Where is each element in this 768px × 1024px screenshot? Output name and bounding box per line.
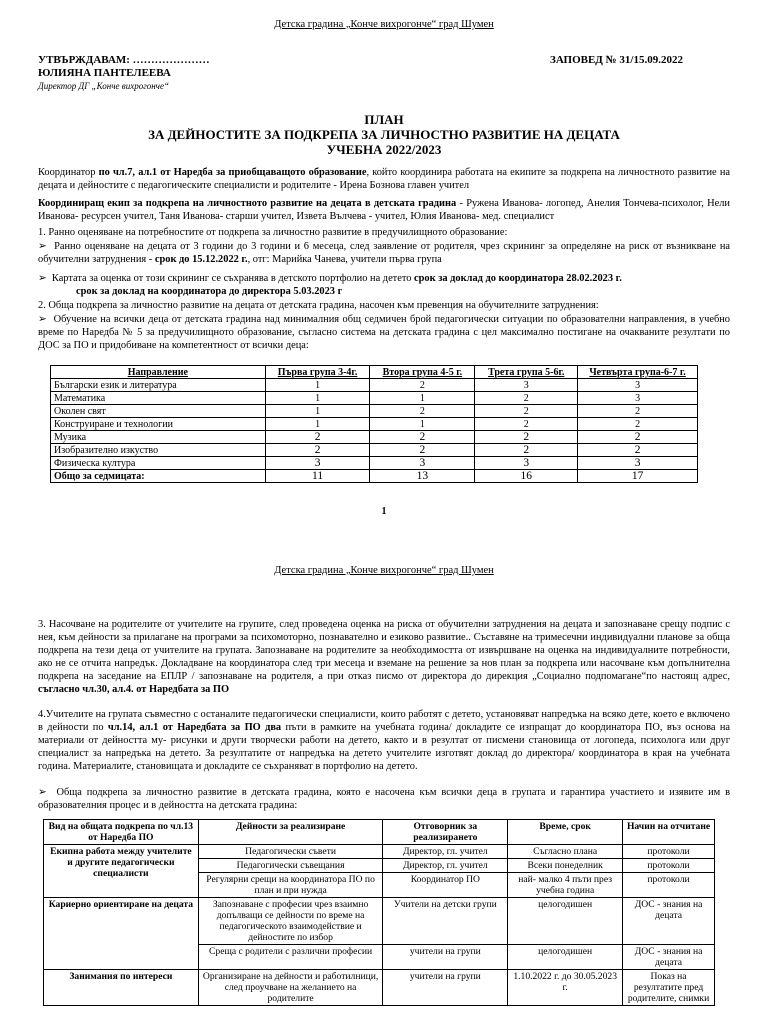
bullet-4-text: Обща подкрепа за личностно развитие в детската градина, която е насочена към всички деца в групата и гарантира участието и изявите им в образователния процес и в дейността на детската градина: (38, 787, 730, 811)
table-row (51, 405, 698, 418)
table-header-cell: Четвърта група-6-7 г. (578, 366, 698, 379)
row-label-cell: Изобразително изкуство (51, 444, 266, 457)
team-text-b: - Ружена Иванова- логопед, Анелия Тончева-психолог, Нели Иванова- ресурсен учител, Таня Иванова- старши учител, Извета Вълчева - учител, Юлия Иванова- мед. специалист (38, 198, 730, 222)
support-type-cell: Екипна работа между учителите и другите педагогически специалисти (44, 845, 199, 898)
value-cell: 1 (370, 418, 475, 431)
approval-block (38, 54, 210, 93)
title-activities: ЗА ДЕЙНОСТИТЕ ЗА ПОДКРЕПА ЗА ЛИЧНОСТНО РАЗВИТИЕ НА ДЕЦАТА (148, 127, 620, 142)
table-row (51, 470, 698, 483)
table-row (51, 392, 698, 405)
row-label-cell: Околен свят (51, 405, 266, 418)
table-cell: Всеки понеделник (508, 859, 623, 873)
coord-text-b: по чл.7, ал.1 от Наредба за приобщаващото образование (98, 167, 367, 178)
value-cell: 1 (370, 392, 475, 405)
row-label-cell: Физическа култура (51, 457, 266, 470)
table-cell: протоколи (623, 859, 715, 873)
item-3 (38, 618, 730, 696)
bullet-arrow-icon: ➢ (38, 241, 55, 252)
page-separator (0, 528, 768, 536)
table-cell: Запознаване с професии чрез взаимно допълващи се дейности по време на педагогическото взаимодействие и дейностите по избор (198, 898, 383, 945)
item-4-text-a: 4.Учителите на групата съвместно с останалите педагогически специалисти, които работят с детето, установяват напредъка на всяко дете, което е включено в дейности по (38, 709, 730, 733)
value-cell: 3 (475, 379, 578, 392)
value-cell: 2 (370, 444, 475, 457)
value-cell: 2 (370, 405, 475, 418)
table-header-row (44, 820, 715, 845)
weekly-situations-table (50, 365, 698, 483)
bullet-3 (38, 313, 730, 352)
team-paragraph (38, 197, 730, 223)
table-header-cell: Време, срок (508, 820, 623, 845)
table-cell: протоколи (623, 845, 715, 859)
item-1: 1. Ранно оценяване на потребностите от подкрепа за личностно развитие в предучилищното образование: (38, 227, 508, 238)
value-cell: 2 (370, 379, 475, 392)
general-support-table (43, 819, 715, 1006)
value-cell: 2 (578, 418, 698, 431)
value-cell: 2 (578, 405, 698, 418)
item-4-reference: чл.14, ал.1 от Наредбата за ПО два (107, 722, 282, 733)
director-title: Директор ДГ „Конче вихрогонче“ (38, 81, 169, 91)
value-cell: 2 (475, 405, 578, 418)
value-cell: 2 (475, 418, 578, 431)
table-cell: Директор, гл. учител (383, 845, 508, 859)
table-header-cell: Направление (51, 366, 266, 379)
table-cell: 1.10.2022 г. до 30.05.2023 г. (508, 970, 623, 1006)
value-cell: 1 (265, 392, 370, 405)
table-cell: протоколи (623, 873, 715, 898)
value-cell: 16 (475, 470, 578, 483)
value-cell: 2 (370, 431, 475, 444)
table-row (44, 898, 715, 945)
value-cell: 3 (475, 457, 578, 470)
value-cell: 2 (265, 444, 370, 457)
value-cell: 13 (370, 470, 475, 483)
bullet-3-text: Обучение на всички деца от детската градина над минималния общ седмичен брой педагогически ситуации по образователни направления, в учебно време по Наредба № 5 за предучилищното образование, съгласно система на детската градина с цел максимално постигане на очакваните резултати по ДОС за ПО и придобиване на компетентност от всички деца: (38, 314, 730, 351)
table-header-cell: Дейности за реализиране (198, 820, 383, 845)
value-cell: 3 (578, 379, 698, 392)
value-cell: 3 (370, 457, 475, 470)
row-label-cell: Музика (51, 431, 266, 444)
value-cell: 1 (265, 379, 370, 392)
table-cell: ДОС - знания на децата (623, 945, 715, 970)
order-number: ЗАПОВЕД № 31/15.09.2022 (550, 54, 683, 66)
item-3-reference: съгласно чл.30, ал.4. от Наредбата за ПО (38, 684, 230, 695)
title-plan: ПЛАН (364, 112, 404, 127)
value-cell: 3 (265, 457, 370, 470)
value-cell: 1 (265, 405, 370, 418)
support-type-cell: Занимания по интереси (44, 970, 199, 1006)
coord-text-a: Координатор (38, 167, 99, 178)
value-cell: 2 (475, 392, 578, 405)
bullet-2-deadline: срок за доклад до координатора 28.02.2023 г. (414, 273, 622, 284)
table-header-cell: Вид на общата подкрепа по чл.13 от Наредба ПО (44, 820, 199, 845)
table-cell: учители на групи (383, 945, 508, 970)
table-cell: Педагогически съвещания (198, 859, 383, 873)
value-cell: 2 (578, 444, 698, 457)
table-cell: целогодишен (508, 898, 623, 945)
table-row (51, 431, 698, 444)
value-cell: 2 (475, 444, 578, 457)
table-row (44, 845, 715, 859)
bullet-1-text-a: Ранно оценяване на децата от 3 години до 3 години и 6 месеца, след заявление от родителя, чрез скрининг за определяне на риск от възникване на обучителни затруднения - (38, 241, 730, 265)
bullet-1 (38, 240, 730, 266)
page-header: Детска градина „Конче вихрогонче“ град Шумен (274, 19, 494, 30)
item-3-text: 3. Насочване на родителите от учителите на групите, след проведена оценка на риска от обучителни затруднения на децата и запознаване срещу подпис с нея, към дейности за прилагане на програми за психомоторно, познавателно и езиково развитие.. Съставяне на тримесечни индивидуални планове за обща подкрепа на тези деца от учителите на групата. Запознаване на родителите за необходимостта от извършване на оценка на индивидуалните потребности, ако не се отчита напредък. Докладване на координатора след три месеца и вземане на решение за нов план за подкрепа или насочване към допълнителна подкрепа на заседание на ЕПЛР / запознаване на родителя, а при отказ писмо от директора до дирекция „Социално подпомагане“по настоящ адрес, (38, 619, 730, 682)
item-4-text-c: пъти в рамките на учебната година/ докладите се изпращат до координатора ПО, въз основа на материали от дейността му- рисунки и други творчески работи на детето, както и в резултат от писмени становища от логопеда, психолога или друг специалист за напредъка на детето. За резултатите от напредъка на детето учителите изготвят доклад до директора/ координатора в края на учебната година. Материалите, становищата и докладите се съхраняват в портфолио на детето. (38, 722, 730, 772)
value-cell: 2 (475, 431, 578, 444)
value-cell: 11 (265, 470, 370, 483)
table-cell: учители на групи (383, 970, 508, 1006)
value-cell: 3 (578, 457, 698, 470)
value-cell: 2 (578, 431, 698, 444)
support-type-cell: Кариерно ориентиране на децата (44, 898, 199, 970)
page-header: Детска градина „Конче вихрогонче“ град Шумен (274, 565, 494, 576)
row-label-cell: Общо за седмицата: (51, 470, 266, 483)
value-cell: 17 (578, 470, 698, 483)
table-header-row (51, 366, 698, 379)
table-header-cell: Първа група 3-4г. (265, 366, 370, 379)
coordinator-paragraph (38, 166, 730, 192)
value-cell: 3 (578, 392, 698, 405)
table-cell: целогодишен (508, 945, 623, 970)
table-row (51, 418, 698, 431)
table-header-cell: Втора група 4-5 г. (370, 366, 475, 379)
director-name: ЮЛИЯНА ПАНТЕЛЕЕВА (38, 67, 171, 79)
table-row (51, 457, 698, 470)
row-label-cell: Математика (51, 392, 266, 405)
table-cell: Регулярни срещи на координатора ПО по план и при нужда (198, 873, 383, 898)
bullet-arrow-icon: ➢ (38, 787, 57, 798)
table-cell: Среща с родители с различни професии (198, 945, 383, 970)
table-cell: Съгласно плана (508, 845, 623, 859)
table-header-cell: Трета група 5-6г. (475, 366, 578, 379)
table-cell: Показ на резултатите пред родителите, снимки (623, 970, 715, 1006)
bullet-1-deadline: срок до 15.12.2022 г. (154, 254, 248, 265)
bullet-4 (38, 786, 730, 812)
approve-line: УТВЪРЖДАВАМ: ………………… (38, 54, 210, 66)
team-text-a: Координиращ екип за подкрепа на личностното развитие на децата в детската градина (38, 198, 457, 209)
value-cell: 2 (265, 431, 370, 444)
table-cell: Педагогически съвети (198, 845, 383, 859)
table-row (51, 444, 698, 457)
bullet-2 (38, 272, 730, 298)
table-cell: Координатор ПО (383, 873, 508, 898)
bullet-arrow-icon: ➢ (38, 273, 52, 284)
table-cell: Организиране на дейности и работилници, след проучване на желанието на родителите (198, 970, 383, 1006)
bullet-2-text-a: Картата за оценка от този скрининг се съхранява в детското портфолио на детето (51, 273, 415, 284)
item-2: 2. Обща подкрепа за личностно развитие на децата от детската градина, насочен към превенция на обучителните затруднения: (38, 300, 599, 311)
table-cell: Директор, гл. учител (383, 859, 508, 873)
table-cell: най- малко 4 пъти през учебна година (508, 873, 623, 898)
table-cell: Учители на детски групи (383, 898, 508, 945)
page-2 (0, 538, 768, 1024)
bullet-arrow-icon: ➢ (38, 314, 54, 325)
row-label-cell: Конструиране и технологии (51, 418, 266, 431)
document-title (0, 112, 768, 157)
table-cell: ДОС - знания на децата (623, 898, 715, 945)
bullet-1-text-c: , отг: Марийка Чанева, учители първа група (247, 254, 442, 265)
table-header-cell: Отговорник за реализирането (383, 820, 508, 845)
title-year: УЧЕБНА 2022/2023 (326, 142, 442, 157)
table-header-cell: Начин на отчитане (623, 820, 715, 845)
table-row (51, 379, 698, 392)
coord-text-c: , който координира работата на екипите за подкрепа на личностното развитие на децата и дейностите с педагогическите специалисти и родителите - Ирена Бознова главен учител (38, 167, 730, 191)
page-number: 1 (381, 506, 387, 517)
item-4 (38, 708, 730, 773)
row-label-cell: Български език и литература (51, 379, 266, 392)
bullet-2-deadline-2: срок за доклад на координатора до директора 5.03.2023 г (76, 286, 343, 297)
value-cell: 1 (265, 418, 370, 431)
table-row (44, 970, 715, 1006)
